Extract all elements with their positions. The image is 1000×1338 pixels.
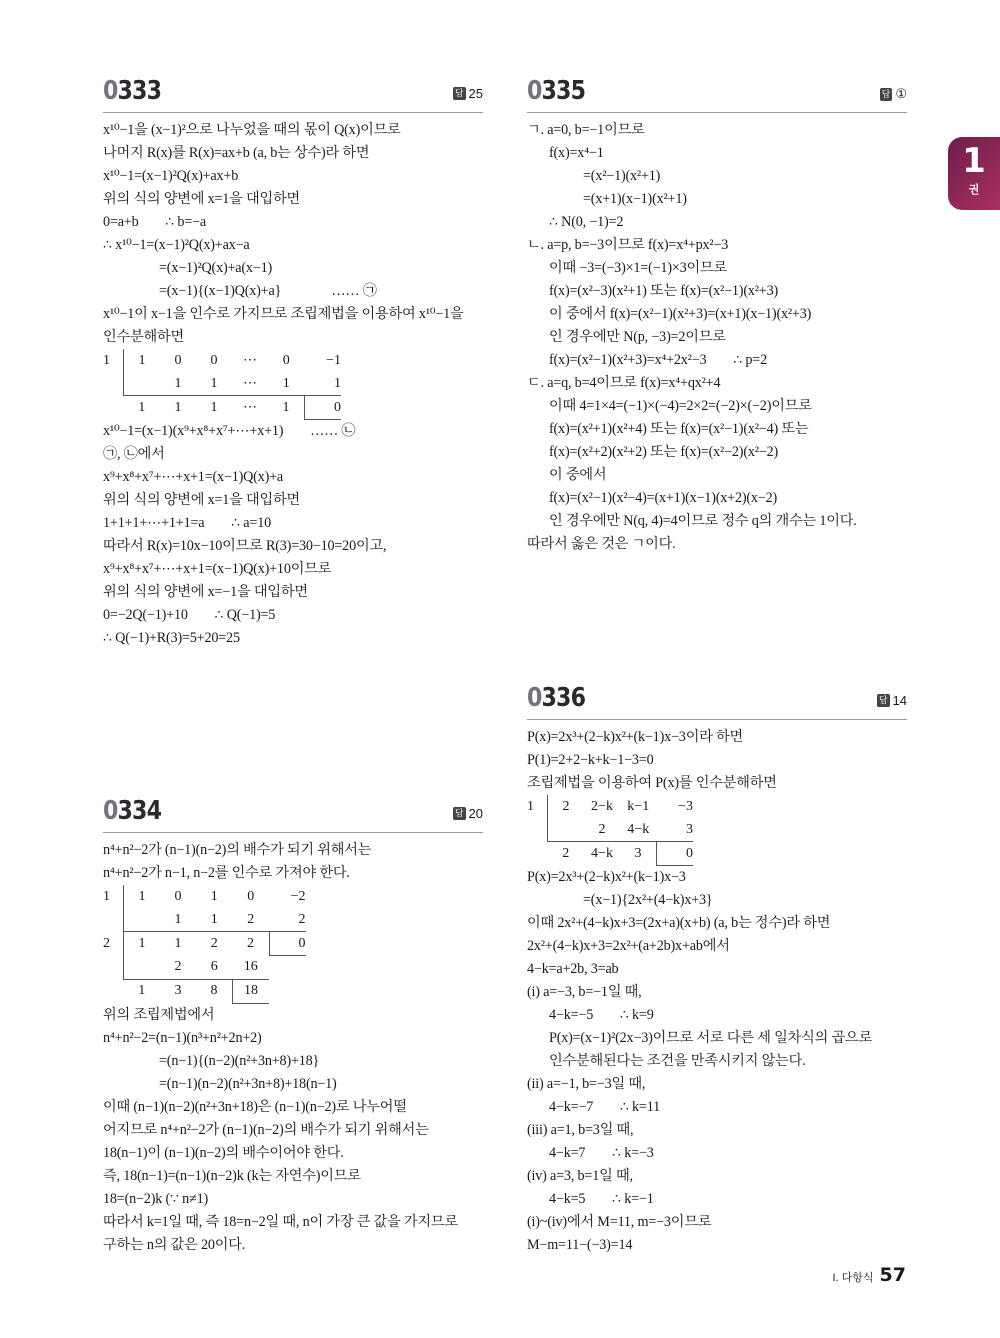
solution-body: [103, 113, 483, 650]
problem-0336: [527, 683, 907, 1257]
solution-line: n⁴+n²−2가 (n−1)(n−2)의 배수가 되기 위해서는: [103, 842, 372, 858]
solution-line: 18(n−1)이 (n−1)(n−2)의 배수이어야 한다.: [103, 1144, 344, 1161]
solution-line: 2x²+(4−k)x+3=2x²+(a+2b)x+ab에서: [527, 938, 730, 954]
coefficient-cell: 3: [657, 818, 694, 842]
solution-line: (iv) a=3, b=1일 때,: [527, 1168, 633, 1184]
problem-number: 0334: [103, 796, 162, 826]
answer-value: 14: [892, 693, 907, 708]
divisor-cell: [103, 908, 124, 932]
solution-body: [103, 833, 483, 1257]
synthetic-division-table: [103, 885, 306, 1004]
solution-line: ㉠, ㉡에서: [103, 446, 165, 462]
solution-line: (iii) a=1, b=3일 때,: [527, 1122, 634, 1138]
solution-line: 인 경우에만 N(p, −3)=2이므로: [549, 329, 726, 345]
solution-line: =(x−1)²Q(x)+a(x−1): [159, 260, 273, 276]
coefficient-cell: 0: [282, 352, 290, 368]
solution-line: 1+1+1+⋯+1+1=a ∴ a=10: [103, 515, 271, 531]
answer-label: [877, 693, 907, 708]
divisor-cell: 1: [103, 352, 110, 368]
coefficient-cell: 0: [174, 888, 182, 904]
solution-line: =(n−1)(n−2)(n²+3n+8)+18(n−1): [159, 1075, 337, 1092]
coefficient-cell: ⋯: [232, 372, 268, 396]
solution-line: f(x)=(x²−3)(x²+1) 또는 f(x)=(x²−1)(x²+3): [549, 283, 779, 299]
coefficient-cell: 2: [584, 818, 620, 842]
coefficient-cell: 1: [210, 888, 218, 904]
coefficient-cell: −1: [326, 352, 341, 368]
problem-number: 0333: [103, 76, 162, 106]
solution-line: (i)~(iv)에서 M=11, m=−3이므로: [527, 1214, 712, 1230]
solution-line: f(x)=(x²+2)(x²+2) 또는 f(x)=(x²−2)(x²−2): [549, 444, 779, 460]
solution-line: =(x+1)(x−1)(x²+1): [583, 191, 687, 207]
solution-line: 이때 −3=(−3)×1=(−1)×3이므로: [549, 260, 728, 276]
coefficient-cell: 2: [210, 935, 218, 951]
solution-line: 4−k=5 ∴ k=−1: [549, 1191, 654, 1207]
coefficient-cell: 1: [124, 885, 161, 908]
problem-number: 0336: [527, 683, 586, 713]
solution-line: =(x²−1)(x²+1): [583, 168, 661, 184]
coefficient-cell: 4−k: [591, 845, 613, 861]
divisor-cell: [527, 842, 548, 866]
solution-line: ㄱ. a=0, b=−1이므로: [527, 122, 645, 138]
solution-line: =(n−1){(n−2)(n²+3n+8)+18}: [159, 1052, 320, 1069]
coefficient-cell: 3: [174, 983, 182, 999]
answer-value: 20: [468, 806, 483, 821]
solution-line: P(1)=2+2−k+k−1−3=0: [527, 752, 654, 768]
solution-line: 인 경우에만 N(q, 4)=4이므로 정수 q의 개수는 1이다.: [549, 513, 857, 529]
solution-line: f(x)=(x²+1)(x²+4) 또는 f(x)=(x²−1)(x²−4) 또는: [549, 421, 809, 437]
coefficient-cell: [124, 956, 161, 980]
problem-number: 0335: [527, 76, 586, 106]
solution-line: 0=a+b ∴ b=−a: [103, 214, 207, 230]
coefficient-cell: [124, 372, 161, 396]
answer-icon: 답: [454, 88, 464, 98]
coefficient-cell: 2: [160, 956, 196, 980]
coefficient-cell: k−1: [627, 798, 650, 814]
page-footer: [833, 1264, 907, 1286]
solution-line: 4−k=a+2b, 3=ab: [527, 961, 619, 977]
problem-0333: [103, 76, 483, 650]
coefficient-cell: [548, 818, 585, 842]
coefficient-cell: 0: [247, 888, 255, 904]
solution-line: 인수분해된다는 조건을 만족시키지 않는다.: [549, 1053, 806, 1069]
solution-line: (ii) a=−1, b=−3일 때,: [527, 1076, 646, 1092]
solution-line: 위의 식의 양변에 x=−1을 대입하면: [103, 584, 308, 600]
coefficient-cell: 1: [160, 908, 196, 932]
solution-line: 위의 식의 양변에 x=1을 대입하면: [103, 492, 301, 508]
answer-icon: 답: [878, 695, 888, 705]
solution-line: 위의 조립제법에서: [103, 1006, 215, 1023]
coefficient-cell: 0: [269, 932, 306, 956]
coefficient-cell: 1: [305, 372, 342, 396]
answer-icon: 답: [881, 88, 891, 99]
page-number: 57: [879, 1264, 906, 1286]
answer-value: ①: [895, 86, 907, 101]
solution-line: x⁹+x⁸+x⁷+⋯+x+1=(x−1)Q(x)+a: [103, 469, 284, 485]
solution-line: 이때 (n−1)(n−2)(n²+3n+18)은 (n−1)(n−2)로 나누어떨: [103, 1098, 407, 1115]
problem-0335: [527, 76, 907, 556]
solution-line: 위의 식의 양변에 x=1을 대입하면: [103, 191, 301, 207]
solution-line: 4−k=−5 ∴ k=9: [549, 1007, 654, 1023]
problem-0334: [103, 796, 483, 1257]
coefficient-cell: 2: [548, 795, 585, 818]
solution-body: [527, 720, 907, 1257]
coefficient-cell: 1: [174, 935, 182, 951]
coefficient-cell: 1: [124, 932, 161, 956]
coefficient-cell: 3: [634, 845, 642, 861]
coefficient-cell: 1: [282, 399, 290, 415]
solution-body: [527, 113, 907, 556]
coefficient-cell: 1: [138, 983, 146, 999]
divisor-cell: [103, 979, 124, 1003]
coefficient-cell: 8: [210, 983, 218, 999]
solution-line: 구하는 n의 값은 20이다.: [103, 1236, 246, 1253]
coefficient-cell: 0: [174, 352, 182, 368]
answer-icon: 답: [454, 808, 464, 818]
coefficient-cell: [124, 908, 161, 932]
volume-tab: [948, 137, 1000, 210]
problem-header: [527, 683, 907, 720]
divisor-cell: 2: [103, 935, 110, 951]
coefficient-cell: 16: [233, 956, 270, 980]
solution-line: 나머지 R(x)를 R(x)=ax+b (a, b는 상수)라 하면: [103, 145, 370, 161]
coefficient-cell: 1: [138, 399, 146, 415]
coefficient-cell: 1: [124, 349, 161, 372]
coefficient-cell: 0: [305, 396, 342, 420]
coefficient-cell: −3: [678, 798, 693, 814]
solution-line: P(x)=2x³+(2−k)x²+(k−1)x−3이라 하면: [527, 729, 744, 745]
divisor-cell: [103, 956, 124, 980]
coefficient-cell: 2−k: [591, 798, 613, 814]
solution-line: f(x)=x⁴−1: [549, 145, 604, 161]
solution-line: 이 중에서: [549, 467, 607, 483]
problem-header: [103, 76, 483, 113]
answer-value: 25: [468, 86, 483, 101]
solution-line: ∴ N(0, −1)=2: [549, 214, 624, 230]
solution-line: x¹⁰−1이 x−1을 인수로 가지므로 조립제법을 이용하여 x¹⁰−1을: [103, 306, 464, 322]
coefficient-cell: ⋯: [243, 352, 257, 368]
coefficient-cell: 6: [196, 956, 233, 980]
solution-line: ∴ Q(−1)+R(3)=5+20=25: [103, 630, 240, 646]
solution-line: n⁴+n²−2=(n−1)(n³+n²+2n+2): [103, 1029, 262, 1046]
solution-line: f(x)=(x²−1)(x²+3)=x⁴+2x²−3 ∴ p=2: [549, 352, 767, 368]
problem-header: [103, 796, 483, 833]
synthetic-division-table: [103, 349, 341, 420]
solution-line: 따라서 k=1일 때, 즉 18=n−2일 때, n이 가장 큰 값을 가지므로: [103, 1213, 458, 1230]
solution-line: 즉, 18(n−1)=(n−1)(n−2)k (k는 자연수)이므로: [103, 1167, 361, 1184]
coefficient-cell: 1: [174, 399, 182, 415]
coefficient-cell: 2: [247, 935, 254, 951]
coefficient-cell: [269, 956, 306, 980]
solution-line: x¹⁰−1=(x−1)(x⁹+x⁸+x⁷+⋯+x+1) …… ㉡: [103, 423, 356, 439]
coefficient-cell: 1: [196, 908, 233, 932]
solution-line: P(x)=(x−1)²(2x−3)이므로 서로 다른 세 일차식의 곱으로: [549, 1030, 872, 1046]
coefficient-cell: ⋯: [243, 399, 257, 415]
volume-number: 1: [962, 141, 986, 181]
solution-line: 4−k=−7 ∴ k=11: [549, 1099, 660, 1115]
divisor-cell: [527, 818, 548, 842]
solution-line: 이 중에서 f(x)=(x²−1)(x²+3)=(x+1)(x−1)(x²+3): [549, 306, 812, 322]
coefficient-cell: [269, 979, 306, 1003]
solution-line: 인수분해하면: [103, 329, 185, 345]
solution-line: 따라서 R(x)=10x−10이므로 R(3)=30−10=20이고,: [103, 538, 387, 554]
answer-label: [880, 86, 907, 102]
coefficient-cell: 1: [196, 372, 232, 396]
problem-header: [527, 76, 907, 113]
coefficient-cell: 0: [657, 842, 694, 866]
answer-label: [453, 86, 483, 101]
coefficient-cell: 1: [268, 372, 305, 396]
divisor-cell: [103, 372, 124, 396]
coefficient-cell: 2: [233, 908, 270, 932]
solution-line: f(x)=(x²−1)(x²−4)=(x+1)(x−1)(x+2)(x−2): [549, 490, 778, 506]
divisor-cell: 1: [527, 798, 534, 814]
solution-line: 18=(n−2)k (∵ n≠1): [103, 1190, 209, 1207]
solution-line: 어지므로 n⁴+n²−2가 (n−1)(n−2)의 배수가 되기 위해서는: [103, 1121, 429, 1138]
coefficient-cell: 2: [269, 908, 306, 932]
solution-line: 조립제법을 이용하여 P(x)를 인수분해하면: [527, 775, 777, 791]
solution-line: x⁹+x⁸+x⁷+⋯+x+1=(x−1)Q(x)+10이므로: [103, 561, 332, 577]
solution-line: n⁴+n²−2가 n−1, n−2를 인수로 가져야 한다.: [103, 865, 350, 881]
solution-line: x¹⁰−1을 (x−1)²으로 나누었을 때의 몫이 Q(x)이므로: [103, 122, 401, 138]
chapter-label: I. 다항식: [832, 1272, 874, 1284]
coefficient-cell: 0: [210, 352, 218, 368]
synthetic-division-table: [527, 795, 693, 866]
solution-line: 이때 4=1×4=(−1)×(−4)=2×2=(−2)×(−2)이므로: [549, 398, 812, 414]
coefficient-cell: 1: [210, 399, 218, 415]
coefficient-cell: 2: [562, 845, 570, 861]
solution-line: =(x−1){2x²+(4−k)x+3}: [583, 892, 713, 908]
solution-line: ㄴ. a=p, b=−3이므로 f(x)=x⁴+px²−3: [527, 237, 729, 253]
solution-line: M−m=11−(−3)=14: [527, 1237, 633, 1253]
solution-line: (i) a=−3, b=−1일 때,: [527, 984, 642, 1000]
coefficient-cell: 1: [160, 372, 196, 396]
solution-line: 4−k=7 ∴ k=−3: [549, 1145, 654, 1161]
solution-line: ㄷ. a=q, b=4이므로 f(x)=x⁴+qx²+4: [527, 375, 721, 391]
solution-line: ∴ x¹⁰−1=(x−1)²Q(x)+ax−a: [103, 237, 250, 253]
divisor-cell: [103, 396, 124, 420]
solution-line: 0=−2Q(−1)+10 ∴ Q(−1)=5: [103, 607, 276, 623]
solution-line: =(x−1){(x−1)Q(x)+a} …… ㉠: [159, 283, 377, 299]
solution-line: x¹⁰−1=(x−1)²Q(x)+ax+b: [103, 168, 239, 184]
volume-label: 권: [968, 183, 980, 196]
divisor-cell: 1: [103, 888, 110, 904]
coefficient-cell: 4−k: [620, 818, 657, 842]
coefficient-cell: −2: [290, 888, 306, 904]
solution-line: 따라서 옳은 것은 ㄱ이다.: [527, 536, 676, 552]
solution-line: 이때 2x²+(4−k)x+3=(2x+a)(x+b) (a, b는 정수)라 하면: [527, 915, 831, 931]
answer-label: [453, 806, 483, 821]
coefficient-cell: 18: [233, 979, 270, 1003]
solution-line: P(x)=2x³+(2−k)x²+(k−1)x−3: [527, 869, 686, 885]
